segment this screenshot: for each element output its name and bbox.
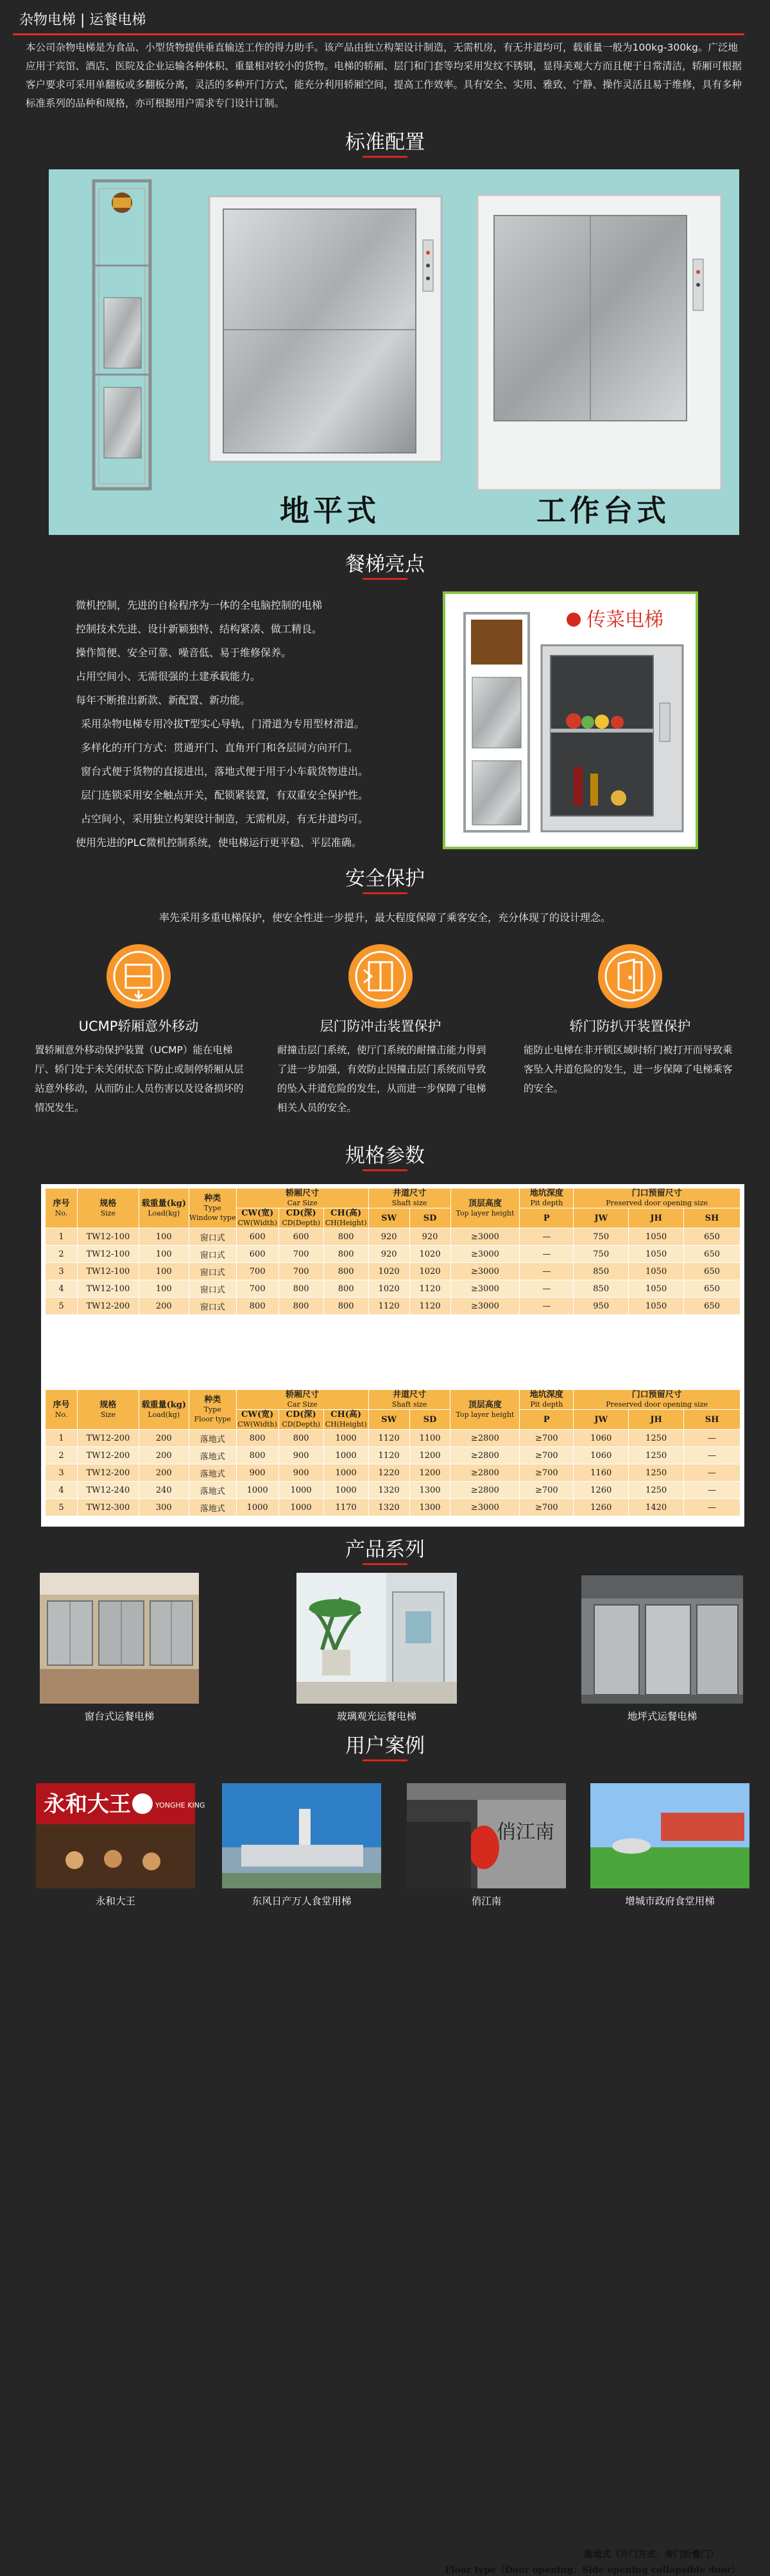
qiaojiangnan-sign: 俏江南 xyxy=(497,1821,554,1843)
table-cell: 600 xyxy=(236,1228,278,1246)
table-cell: 200 xyxy=(139,1464,189,1482)
col-header-cw: CW(宽) CW(Width) xyxy=(236,1208,278,1228)
table-cell: TW12-200 xyxy=(77,1464,139,1482)
list-item: 采用杂物电梯专用冷拔T型实心导轨，门滑道为专用型材滑道。 xyxy=(81,718,364,730)
table-cell: 100 xyxy=(139,1228,189,1246)
table-cell: TW12-100 xyxy=(77,1246,139,1263)
highlight-list xyxy=(76,593,435,854)
table-row xyxy=(46,1430,740,1447)
case-image-zengcheng xyxy=(590,1783,749,1888)
table-cell: 1060 xyxy=(574,1447,629,1464)
table-cell: ≥3000 xyxy=(450,1263,520,1280)
case-image-nissan xyxy=(222,1783,381,1888)
section-underline xyxy=(363,1759,407,1761)
table-cell: ≥3000 xyxy=(450,1246,520,1263)
table-cell: 1000 xyxy=(278,1499,323,1516)
table-cell: 200 xyxy=(139,1430,189,1447)
table-cell: 850 xyxy=(574,1263,629,1280)
table-cell: 240 xyxy=(139,1482,189,1499)
table-cell: 窗口式 xyxy=(189,1263,236,1280)
table-cell: — xyxy=(520,1228,574,1246)
table-cell: — xyxy=(684,1430,740,1447)
worktable-type-door-graphic xyxy=(477,195,721,490)
table-cell: 1250 xyxy=(629,1482,684,1499)
table-cell: 920 xyxy=(409,1228,450,1246)
window-type-spec-table xyxy=(45,1188,740,1315)
case-image-yonghe xyxy=(36,1783,205,1888)
col-header-sw: SW xyxy=(368,1410,409,1430)
table-cell: 700 xyxy=(278,1246,323,1263)
table-cell: — xyxy=(520,1298,574,1315)
col-header-type: 种类 Type Window type xyxy=(189,1189,236,1228)
table-cell: TW12-240 xyxy=(77,1482,139,1499)
safety-card-title: 轿门防扒开装置保护 xyxy=(569,1019,691,1034)
case-caption: 永和大王 xyxy=(95,1895,135,1907)
col-header-size: 规格 Size xyxy=(77,1189,139,1228)
table-cell: ≥2800 xyxy=(450,1482,520,1499)
table-cell: 1050 xyxy=(629,1298,684,1315)
table-cell: ≥3000 xyxy=(450,1280,520,1298)
section-title-safety: 安全保护 xyxy=(345,867,425,890)
table-cell: 800 xyxy=(323,1246,368,1263)
table-cell: 800 xyxy=(236,1447,278,1464)
standard-config-image xyxy=(49,169,739,535)
product-caption: 地坪式运餐电梯 xyxy=(627,1711,697,1722)
table-cell: TW12-100 xyxy=(77,1228,139,1246)
section-underline xyxy=(363,1169,407,1171)
table-cell: ≥3000 xyxy=(450,1298,520,1315)
table-cell: 2 xyxy=(46,1447,78,1464)
table-cell: 1250 xyxy=(629,1430,684,1447)
table-cell: 1250 xyxy=(629,1447,684,1464)
table-cell: 600 xyxy=(236,1246,278,1263)
section-underline xyxy=(363,1563,407,1565)
table-cell: 800 xyxy=(323,1228,368,1246)
table-cell: 1120 xyxy=(409,1280,450,1298)
table-row xyxy=(46,1464,740,1482)
product-image-glass xyxy=(296,1573,457,1704)
table-cell: 1000 xyxy=(236,1482,278,1499)
section-underline xyxy=(363,892,407,894)
title-divider xyxy=(13,33,744,35)
col-header-sd: SD xyxy=(409,1410,450,1430)
table-cell: — xyxy=(684,1447,740,1464)
table-cell: 窗口式 xyxy=(189,1280,236,1298)
section-title-highlights: 餐梯亮点 xyxy=(345,553,425,576)
table-row xyxy=(46,1499,740,1516)
table-row xyxy=(46,1263,740,1280)
table-row xyxy=(46,1228,740,1246)
table-cell: 700 xyxy=(236,1280,278,1298)
yonghe-sign-logo: YONGHE KING xyxy=(155,1801,205,1809)
list-item: 多样化的开门方式：贯通开门、直角开门和各层同方向开门。 xyxy=(81,741,359,754)
col-header-ch: CH(高) CH(Height) xyxy=(323,1208,368,1228)
floor-rows xyxy=(46,1430,740,1516)
col-header-jw: JW xyxy=(574,1410,629,1430)
table-cell: 1120 xyxy=(368,1298,409,1315)
table-cell: 1200 xyxy=(409,1447,450,1464)
table-row xyxy=(46,1482,740,1499)
dumbwaiter-badge: 传菜电梯 xyxy=(586,609,663,631)
table-cell: 300 xyxy=(139,1499,189,1516)
table-cell: TW12-100 xyxy=(77,1263,139,1280)
col-header-car: 轿厢尺寸 Car Size xyxy=(236,1390,368,1410)
col-header-top: 顶层高度 Top layer height xyxy=(450,1189,520,1228)
table-cell: — xyxy=(520,1280,574,1298)
table-cell: 窗口式 xyxy=(189,1298,236,1315)
col-header-car: 轿厢尺寸 Car Size xyxy=(236,1189,368,1208)
table-cell: 200 xyxy=(139,1447,189,1464)
table-cell: 650 xyxy=(684,1246,740,1263)
table-cell: TW12-200 xyxy=(77,1430,139,1447)
floor-type-caption: 落地式（开门方式：旁门折叠门） xyxy=(584,2550,719,2560)
case-caption: 俏江南 xyxy=(471,1895,502,1907)
table-cell: TW12-100 xyxy=(77,1280,139,1298)
table-cell: TW12-200 xyxy=(77,1447,139,1464)
col-header-load: 载重量(kg) Load(kg) xyxy=(139,1189,189,1228)
case-caption: 东风日产万人食堂用梯 xyxy=(252,1895,352,1907)
table-cell: 落地式 xyxy=(189,1464,236,1482)
floor-type-caption-en: Floor type（Door opening：Side opening collapsible door） xyxy=(445,2565,740,2575)
ground-type-door-graphic xyxy=(209,196,441,462)
col-header-load: 载重量(kg) Load(kg) xyxy=(139,1390,189,1430)
table-cell: 950 xyxy=(574,1298,629,1315)
col-header-type: 种类 Type Floor type xyxy=(189,1390,236,1430)
col-header-no: 序号 No. xyxy=(46,1390,78,1430)
table-cell: 800 xyxy=(323,1298,368,1315)
table-cell: 4 xyxy=(46,1280,78,1298)
table-cell: 800 xyxy=(278,1430,323,1447)
table-cell: 1020 xyxy=(409,1263,450,1280)
list-item: 操作简便、安全可靠、噪音低、易于维修保养。 xyxy=(76,647,292,659)
table-cell: 850 xyxy=(574,1280,629,1298)
table-cell: 1260 xyxy=(574,1499,629,1516)
table-cell: 1100 xyxy=(409,1430,450,1447)
table-cell: 200 xyxy=(139,1298,189,1315)
table-cell: 1020 xyxy=(368,1280,409,1298)
col-header-cw: CW(宽) CW(Width) xyxy=(236,1410,278,1430)
table-cell: 800 xyxy=(323,1280,368,1298)
table-cell: — xyxy=(520,1263,574,1280)
table-cell: 800 xyxy=(278,1298,323,1315)
table-cell: 窗口式 xyxy=(189,1228,236,1246)
col-header-jw: JW xyxy=(574,1208,629,1228)
safety-intro: 率先采用多重电梯保护，使安全性进一步提升，最大程度保障了乘客安全，充分体现了的设计理念。 xyxy=(158,911,611,924)
table-cell: 800 xyxy=(278,1280,323,1298)
intro-paragraph: 本公司杂物电梯是为食品、小型货物提供垂直输送工作的得力助手。该产品由独立构架设计制造，无需机房，有无井道均可，载重量一般为100kg-300kg。广泛地应用于宾馆、酒店、医院及企业运输各种体积、重量相对较小的货物。电梯的轿厢、层门和门套等均采用发纹不锈钢，显得美观大方而且便于日常清洁，轿厢可根据客户要求可采用单翻板或多翻板分离，灵活的多种开门方式，能充分利用轿厢空间，提高工作效率。具有安全、实用、雅致、宁静、操作灵活且易于维修，具有多种标准系列的品种和规格，亦可根据用户需求专门设计订制。 xyxy=(26,42,742,109)
table-row xyxy=(46,1280,740,1298)
safety-card-body: 能防止电梯在非开锁区域时轿门被打开而导致乘客坠入井道危险的发生，进一步保障了电梯乘客的安全。 xyxy=(524,1044,733,1094)
table-cell: 1000 xyxy=(278,1482,323,1499)
table-cell: 4 xyxy=(46,1482,78,1499)
table-cell: TW12-300 xyxy=(77,1499,139,1516)
list-item: 控制技术先进、设计新颖独特、结构紧凑、做工精良。 xyxy=(76,623,323,635)
table-cell: 750 xyxy=(574,1228,629,1246)
table-cell: 1000 xyxy=(236,1499,278,1516)
table-row xyxy=(46,1246,740,1263)
table-cell: 650 xyxy=(684,1263,740,1280)
col-header-ch: CH(高) CH(Height) xyxy=(323,1410,368,1430)
table-cell: 1160 xyxy=(574,1464,629,1482)
table-cell: 100 xyxy=(139,1280,189,1298)
table-cell: 800 xyxy=(323,1263,368,1280)
table-cell: 700 xyxy=(278,1263,323,1280)
table-cell: 落地式 xyxy=(189,1499,236,1516)
table-cell: 1300 xyxy=(409,1482,450,1499)
table-cell: — xyxy=(684,1482,740,1499)
col-header-sh: SH xyxy=(684,1208,740,1228)
table-cell: 1220 xyxy=(368,1464,409,1482)
table-cell: 100 xyxy=(139,1246,189,1263)
col-header-no: 序号 No. xyxy=(46,1189,78,1228)
table-cell: TW12-200 xyxy=(77,1298,139,1315)
table-cell: 1 xyxy=(46,1228,78,1246)
table-cell: 1320 xyxy=(368,1499,409,1516)
table-cell: 3 xyxy=(46,1464,78,1482)
table-cell: ≥700 xyxy=(520,1464,574,1482)
page-title: 杂物电梯 | 运餐电梯 xyxy=(19,12,146,28)
table-cell: 1050 xyxy=(629,1263,684,1280)
table-cell: — xyxy=(520,1246,574,1263)
table-cell: 650 xyxy=(684,1298,740,1315)
col-header-cd: CD(深) CD(Depth) xyxy=(278,1208,323,1228)
list-item: 占空间小，采用独立构架设计制造，无需机房，有无井道均可。 xyxy=(81,813,369,825)
list-item: 微机控制，先进的自检程序为一体的全电脑控制的电梯 xyxy=(76,599,323,611)
table-cell: 900 xyxy=(278,1464,323,1482)
table-cell: 1000 xyxy=(323,1464,368,1482)
col-header-jh: JH xyxy=(629,1410,684,1430)
table-cell: — xyxy=(684,1499,740,1516)
table-cell: 900 xyxy=(278,1447,323,1464)
table-cell: 1320 xyxy=(368,1482,409,1499)
col-header-shaft: 井道尺寸 Shaft size xyxy=(368,1189,450,1208)
table-cell: 1000 xyxy=(323,1482,368,1499)
col-header-sh: SH xyxy=(684,1410,740,1430)
table-cell: ≥3000 xyxy=(450,1228,520,1246)
table-cell: 1050 xyxy=(629,1246,684,1263)
case-image-qiaojiangnan xyxy=(407,1783,566,1888)
table-cell: 1050 xyxy=(629,1228,684,1246)
section-title-cases: 用户案例 xyxy=(345,1734,425,1758)
floor-type-spec-table xyxy=(45,1389,740,1516)
list-item: 占用空间小、无需很强的土建承载能力。 xyxy=(76,670,261,682)
yonghe-sign-text: 永和大王 xyxy=(44,1792,131,1817)
table-cell: ≥2800 xyxy=(450,1430,520,1447)
table-cell: ≥2800 xyxy=(450,1464,520,1482)
table-cell: 1050 xyxy=(629,1280,684,1298)
list-item: 每年不断推出新款、新配置、新功能。 xyxy=(76,694,251,706)
table-cell: ≥700 xyxy=(520,1482,574,1499)
table-cell: 1120 xyxy=(368,1447,409,1464)
table-cell: 750 xyxy=(574,1246,629,1263)
col-header-cd: CD(深) CD(Depth) xyxy=(278,1410,323,1430)
product-image-floor xyxy=(581,1575,743,1704)
table-cell: 650 xyxy=(684,1228,740,1246)
product-image-windowsill xyxy=(40,1573,199,1704)
table-cell: ≥3000 xyxy=(450,1499,520,1516)
col-header-jh: JH xyxy=(629,1208,684,1228)
table-cell: 1120 xyxy=(368,1430,409,1447)
col-header-door: 门口预留尺寸 Preserved door opening size xyxy=(574,1189,740,1208)
table-cell: 920 xyxy=(368,1246,409,1263)
table-cell: 920 xyxy=(368,1228,409,1246)
table-cell: 1200 xyxy=(409,1464,450,1482)
table-cell: 1250 xyxy=(629,1464,684,1482)
table-cell: 1020 xyxy=(368,1263,409,1280)
safety-card-title: UCMP轿厢意外移动 xyxy=(78,1019,199,1034)
table-cell: 3 xyxy=(46,1263,78,1280)
table-cell: 700 xyxy=(236,1263,278,1280)
table-cell: 1000 xyxy=(323,1430,368,1447)
safety-card-body: 置轿厢意外移动保护装置（UCMP）能在电梯厅、轿门处于未关闭状态下防止或制停轿厢从层站意外移动，从而防止人员伤害以及设备损坏的情况发生。 xyxy=(35,1044,244,1114)
col-header-sd: SD xyxy=(409,1208,450,1228)
section-title-standard: 标准配置 xyxy=(345,131,425,154)
col-header-sw: SW xyxy=(368,1208,409,1228)
table-cell: 1170 xyxy=(323,1499,368,1516)
col-header-pit: 地坑深度 Pit depth xyxy=(520,1189,574,1208)
col-header-p: P xyxy=(520,1208,574,1228)
table-cell: 650 xyxy=(684,1280,740,1298)
section-underline xyxy=(363,156,407,158)
product-caption: 窗台式运餐电梯 xyxy=(84,1711,155,1722)
table-cell: ≥700 xyxy=(520,1430,574,1447)
door-impact-icon xyxy=(348,944,413,1008)
table-cell: 800 xyxy=(236,1298,278,1315)
col-header-top: 顶层高度 Top layer height xyxy=(450,1390,520,1430)
col-header-size: 规格 Size xyxy=(77,1390,139,1430)
table-row xyxy=(46,1298,740,1315)
worktable-type-caption: 工作台式 xyxy=(536,493,670,528)
dumbwaiter-product-image xyxy=(443,591,698,849)
col-header-pit: 地坑深度 Pit depth xyxy=(520,1390,574,1410)
table-cell: 600 xyxy=(278,1228,323,1246)
table-cell: ≥2800 xyxy=(450,1447,520,1464)
table-cell: 落地式 xyxy=(189,1482,236,1499)
table-cell: 800 xyxy=(236,1430,278,1447)
window-rows xyxy=(46,1228,740,1315)
table-cell: 1020 xyxy=(409,1246,450,1263)
table-cell: 1260 xyxy=(574,1482,629,1499)
section-title-products: 产品系列 xyxy=(345,1538,425,1561)
product-caption: 玻璃观光运餐电梯 xyxy=(336,1711,416,1722)
cabin-brake-icon xyxy=(107,944,171,1008)
table-cell: 100 xyxy=(139,1263,189,1280)
col-header-p: P xyxy=(520,1410,574,1430)
table-cell: 1120 xyxy=(409,1298,450,1315)
table-cell: 1060 xyxy=(574,1430,629,1447)
table-cell: — xyxy=(684,1464,740,1482)
table-cell: 1000 xyxy=(323,1447,368,1464)
table-cell: 落地式 xyxy=(189,1447,236,1464)
table-cell: 900 xyxy=(236,1464,278,1482)
col-header-shaft: 井道尺寸 Shaft size xyxy=(368,1390,450,1410)
table-cell: ≥700 xyxy=(520,1499,574,1516)
table-row xyxy=(46,1447,740,1464)
list-item: 使用先进的PLC微机控制系统，使电梯运行更平稳、平层准确。 xyxy=(76,836,362,849)
table-cell: 1300 xyxy=(409,1499,450,1516)
col-header-door: 门口预留尺寸 Preserved door opening size xyxy=(574,1390,740,1410)
safety-card-body: 耐撞击层门系统，使厅门系统的耐撞击能力得到了进一步加强，有效防止因撞击层门系统而导致的坠入井道危险的发生，从而进一步保障了电梯相关人员的安全。 xyxy=(277,1044,486,1114)
list-item: 层门连锁采用安全触点开关，配锁紧装置，有双重安全保护性。 xyxy=(81,789,369,801)
section-underline xyxy=(363,578,407,580)
table-cell: 5 xyxy=(46,1499,78,1516)
table-cell: 1420 xyxy=(629,1499,684,1516)
table-cell: ≥700 xyxy=(520,1447,574,1464)
table-cell: 窗口式 xyxy=(189,1246,236,1263)
section-title-specs: 规格参数 xyxy=(345,1144,425,1167)
table-cell: 2 xyxy=(46,1246,78,1263)
table-cell: 1 xyxy=(46,1430,78,1447)
door-lock-icon xyxy=(598,944,662,1008)
list-item: 窗台式便于货物的直接进出，落地式便于用于小车载货物进出。 xyxy=(81,765,369,777)
table-cell: 落地式 xyxy=(189,1430,236,1447)
safety-card-title: 层门防冲击装置保护 xyxy=(320,1019,441,1034)
ground-type-caption: 地平式 xyxy=(280,493,380,528)
table-cell: 5 xyxy=(46,1298,78,1315)
case-caption: 增城市政府食堂用梯 xyxy=(625,1895,715,1907)
